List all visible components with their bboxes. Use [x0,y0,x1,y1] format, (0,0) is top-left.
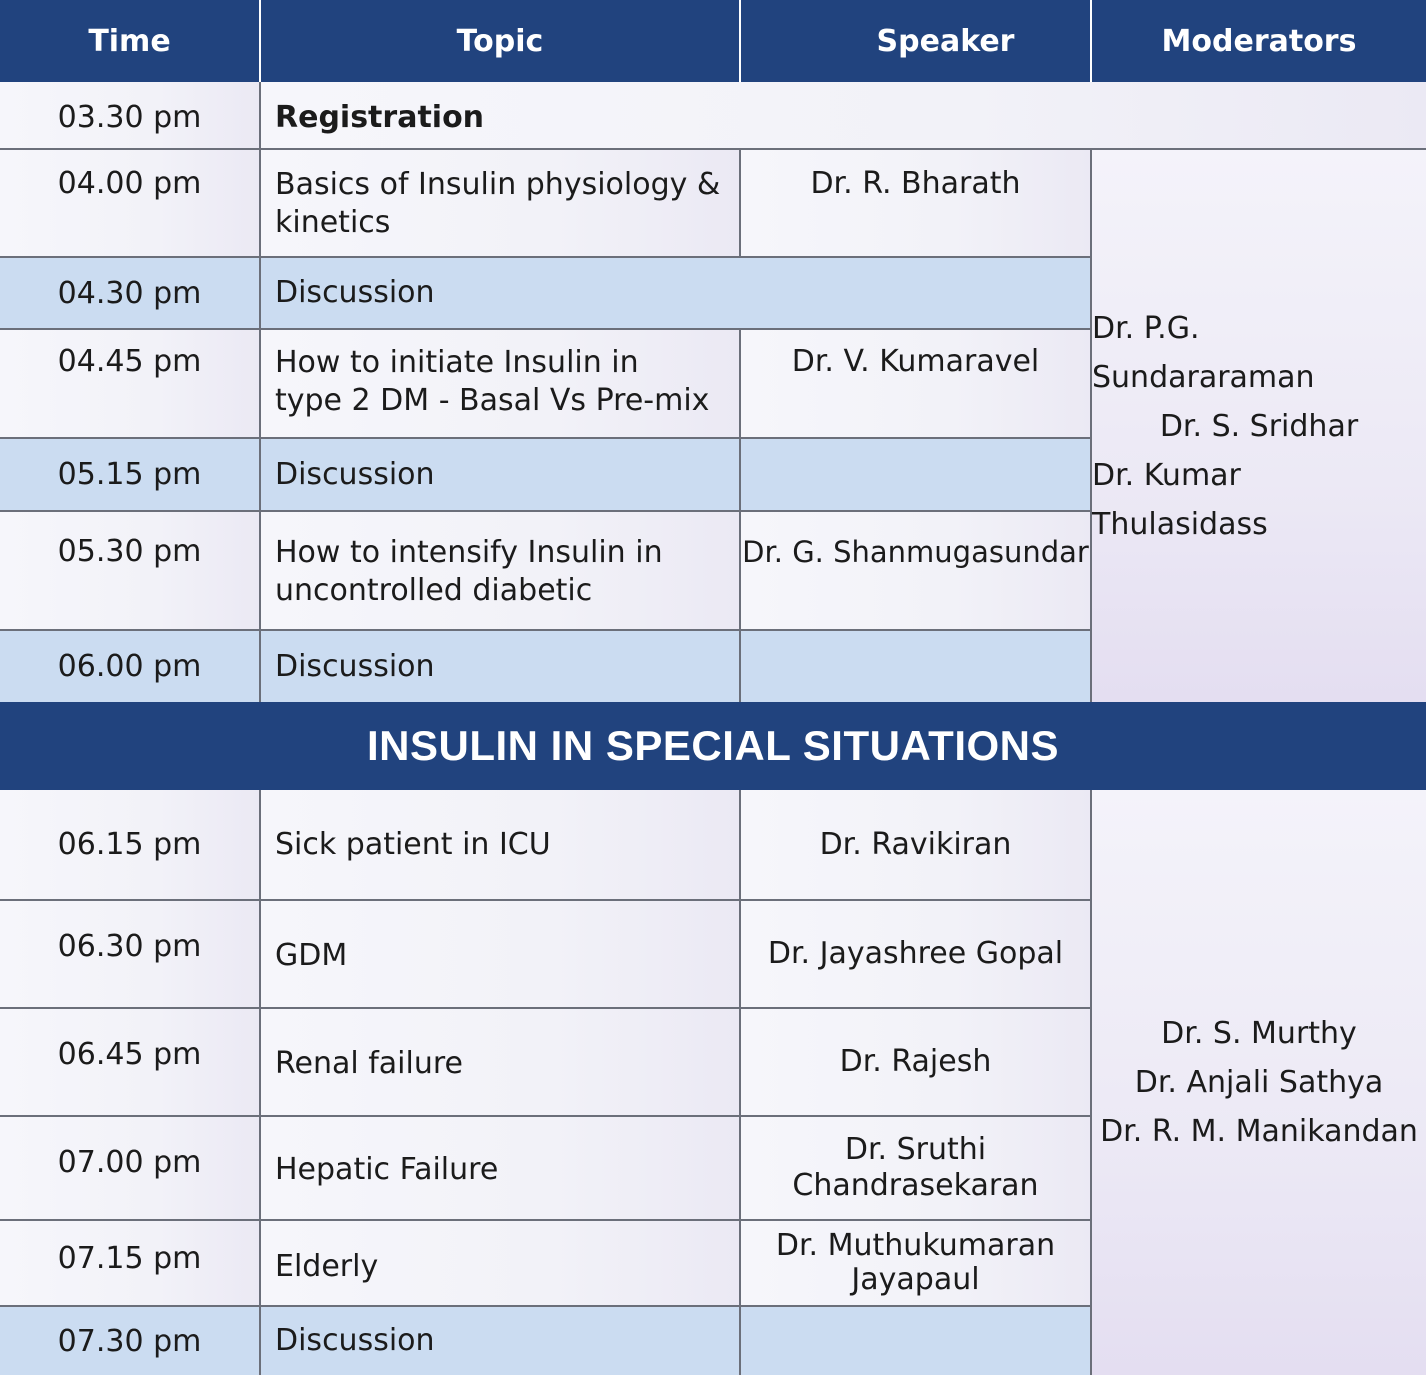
time-cell: 07.30 pm [0,1307,261,1375]
speaker-cell: Dr. V. Kumaravel [741,330,1092,439]
topic-cell: Discussion [261,631,741,702]
header-time: Time [0,0,261,82]
header-speaker: Speaker [741,0,1092,82]
topic-cell [261,150,741,258]
speaker-line: Dr. Muthukumaran [775,1228,1056,1263]
moderators-session2 [1092,790,1426,1375]
speaker-line: Chandrasekaran [792,1168,1039,1203]
topic-cell [261,512,741,631]
time-cell: 04.45 pm [0,330,261,439]
speaker-line: Dr. Sruthi [844,1132,987,1167]
speaker-cell-empty [741,1307,1092,1375]
time-cell: 07.15 pm [0,1221,261,1307]
moderator-name: Dr. R. M. Manikandan [1100,1114,1418,1149]
speaker-cell-empty [741,439,1092,512]
topic-cell: GDM [261,901,741,1009]
speaker-cell [741,1221,1092,1307]
moderator-name: Dr. S. Sridhar [1159,408,1359,444]
moderator-name: Dr. P.G. Sundararaman [1092,310,1315,395]
header-moderators: Moderators [1092,0,1426,82]
topic-cell: Discussion [261,439,741,512]
topic-line: kinetics [275,205,391,240]
registration-row [261,82,1426,150]
moderators-session1 [1092,150,1426,702]
topic-cell: Discussion [261,1307,741,1375]
topic-line: uncontrolled diabetic [275,573,593,608]
moderator-name: Dr. S. Murthy [1161,1016,1357,1051]
speaker-cell: Dr. R. Bharath [741,150,1092,258]
topic-registration: Registration [275,100,485,135]
speaker-cell-empty [741,631,1092,702]
speaker-cell: Dr. G. Shanmugasundar [741,512,1092,631]
topic-cell [261,330,741,439]
time-cell: 06.15 pm [0,790,261,901]
topic-line: Basics of Insulin physiology & [275,167,721,202]
topic-cell: Renal failure [261,1009,741,1117]
header-topic: Topic [261,0,741,82]
topic-cell: Discussion [261,258,1092,330]
time-cell: 06.45 pm [0,1009,261,1117]
speaker-cell: Dr. Rajesh [741,1009,1092,1117]
topic-line: type 2 DM - Basal Vs Pre-mix [275,383,710,418]
moderator-name: Dr. Anjali Sathya [1134,1065,1384,1100]
topic-cell: Elderly [261,1221,741,1307]
time-cell: 05.15 pm [0,439,261,512]
time-cell: 04.30 pm [0,258,261,330]
moderator-name: Dr. Kumar Thulasidass [1092,457,1268,542]
time-cell: 05.30 pm [0,512,261,631]
speaker-cell: Dr. Ravikiran [741,790,1092,901]
speaker-line: Jayapaul [851,1262,980,1297]
time-cell: 04.00 pm [0,150,261,258]
speaker-cell: Dr. Jayashree Gopal [741,901,1092,1009]
time-cell: 06.00 pm [0,631,261,702]
topic-line: How to intensify Insulin in [275,535,663,570]
time-cell: 06.30 pm [0,901,261,1009]
topic-line: How to initiate Insulin in [275,345,639,380]
section-title: INSULIN IN SPECIAL SITUATIONS [0,702,1426,790]
time-cell: 07.00 pm [0,1117,261,1221]
topic-cell: Hepatic Failure [261,1117,741,1221]
speaker-cell [741,1117,1092,1221]
topic-cell: Sick patient in ICU [261,790,741,901]
time-cell: 03.30 pm [0,82,261,150]
